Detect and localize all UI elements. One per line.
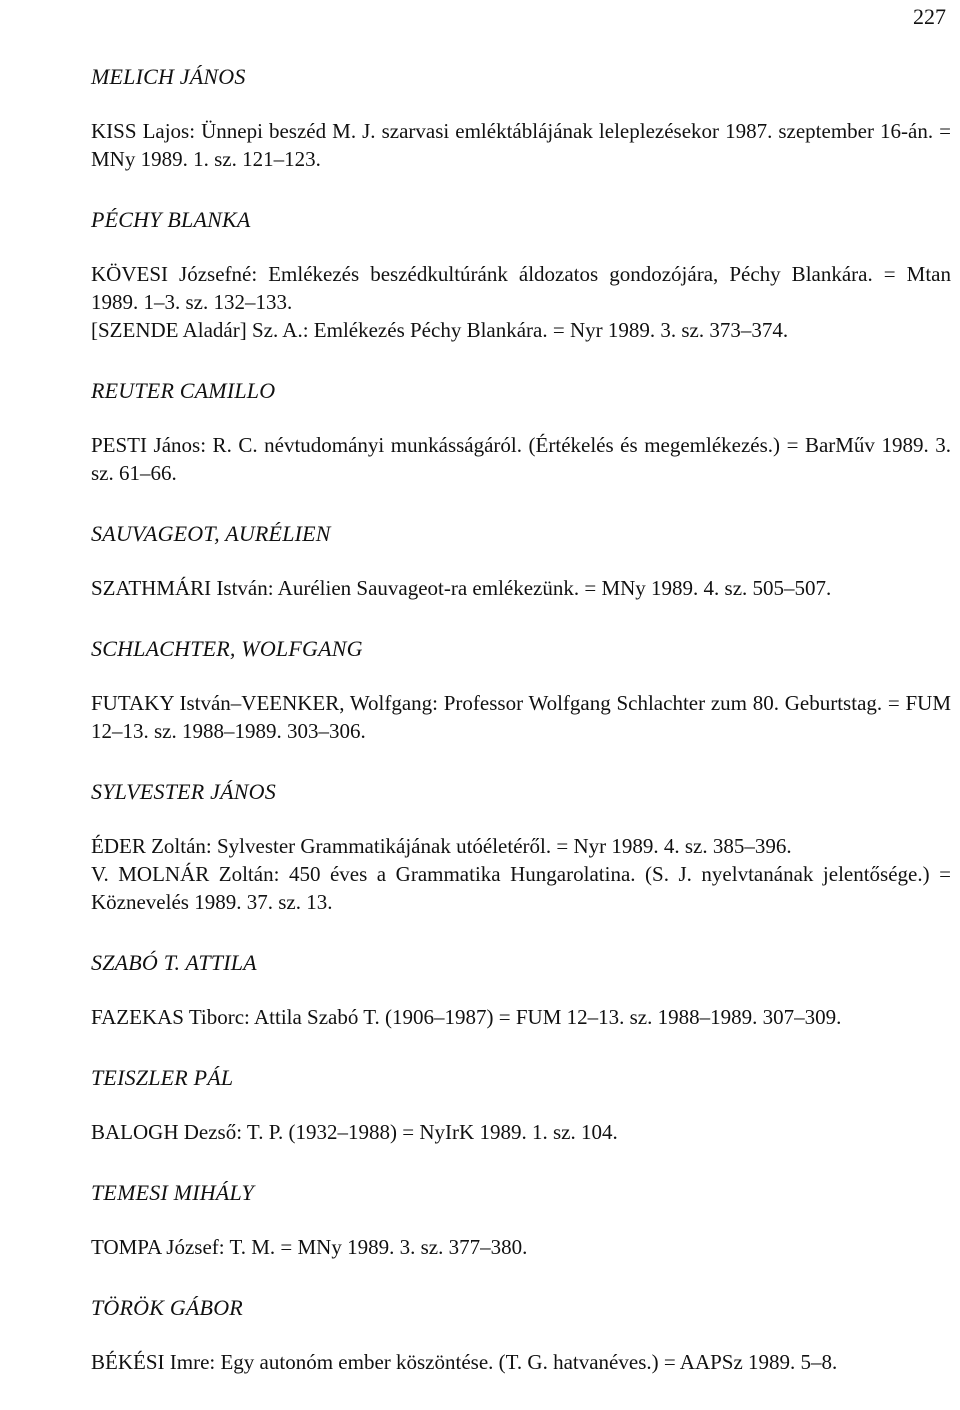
entry-list [91,260,951,344]
bibliography-entry: SZATHMÁRI István: Aurélien Sauvageot-ra emlékezünk. = MNy 1989. 4. sz. 505–507. [91,576,832,600]
section-szabo-t-attila [91,948,951,1031]
bibliography-entry: KISS Lajos: Ünnepi beszéd M. J. szarvasi emléktáblájának leleplezésekor 1987. szeptember 16-án. = MNy 1989. 1. sz. 121–123. [91,119,951,171]
section-heading: SCHLACHTER, WOLFGANG [91,636,363,661]
section-sauvageot-aurelien [91,519,951,602]
bibliography-entry: PESTI János: R. C. névtudományi munkásságáról. (Értékelés és megemlékezés.) = BarMűv 1989. 3. sz. 61–66. [91,433,951,485]
bibliography-entry: BÉKÉSI Imre: Egy autonóm ember köszöntése. (T. G. hatvanéves.) = AAPSz 1989. 5–8. [91,1350,838,1374]
section-heading: TEMESI MIHÁLY [91,1180,254,1205]
entry-list [91,117,951,173]
bibliography-entry: FUTAKY István–VEENKER, Wolfgang: Professor Wolfgang Schlachter zum 80. Geburtstag. = FUM 12–13. sz. 1988–1989. 303–306. [91,691,951,743]
section-heading: SZABÓ T. ATTILA [91,950,257,975]
entry-list [91,1348,951,1376]
bibliography-entry: KÖVESI Józsefné: Emlékezés beszédkultúránk áldozatos gondozójára, Péchy Blankára. = Mtan 1989. 1–3. sz. 132–133. [91,262,951,314]
section-heading: REUTER CAMILLO [91,378,276,403]
section-torok-gabor [91,1293,951,1376]
entry-list [91,1233,951,1261]
section-temesi-mihaly [91,1178,951,1261]
entry-list [91,832,951,916]
entry-list [91,689,951,745]
section-reuter-camillo [91,376,951,487]
entry-list [91,574,951,602]
section-melich-janos [91,62,951,173]
section-pechy-blanka [91,205,951,344]
bibliography-content [91,62,951,1408]
entry-list [91,1003,951,1031]
section-teiszler-pal [91,1063,951,1146]
section-sylvester-janos [91,777,951,916]
bibliography-entry: ÉDER Zoltán: Sylvester Grammatikájának utóéletéről. = Nyr 1989. 4. sz. 385–396. [91,834,792,858]
section-schlachter-wolfgang [91,634,951,745]
bibliography-entry: V. MOLNÁR Zoltán: 450 éves a Grammatika Hungarolatina. (S. J. nyelvtanának jelentősége.) = Köznevelés 1989. 37. sz. 13. [91,862,951,914]
section-heading: SAUVAGEOT, AURÉLIEN [91,521,331,546]
section-heading: TÖRÖK GÁBOR [91,1295,243,1320]
entry-list [91,431,951,487]
page-number: 227 [913,4,946,29]
section-heading: TEISZLER PÁL [91,1065,234,1090]
section-heading: SYLVESTER JÁNOS [91,779,276,804]
section-heading: PÉCHY BLANKA [91,207,251,232]
bibliography-entry: BALOGH Dezső: T. P. (1932–1988) = NyIrK 1989. 1. sz. 104. [91,1120,618,1144]
bibliography-entry: FAZEKAS Tiborc: Attila Szabó T. (1906–1987) = FUM 12–13. sz. 1988–1989. 307–309. [91,1005,842,1029]
section-heading: MELICH JÁNOS [91,64,246,89]
bibliography-entry: TOMPA József: T. M. = MNy 1989. 3. sz. 377–380. [91,1235,528,1259]
bibliography-entry: [SZENDE Aladár] Sz. A.: Emlékezés Péchy Blankára. = Nyr 1989. 3. sz. 373–374. [91,318,789,342]
entry-list [91,1118,951,1146]
